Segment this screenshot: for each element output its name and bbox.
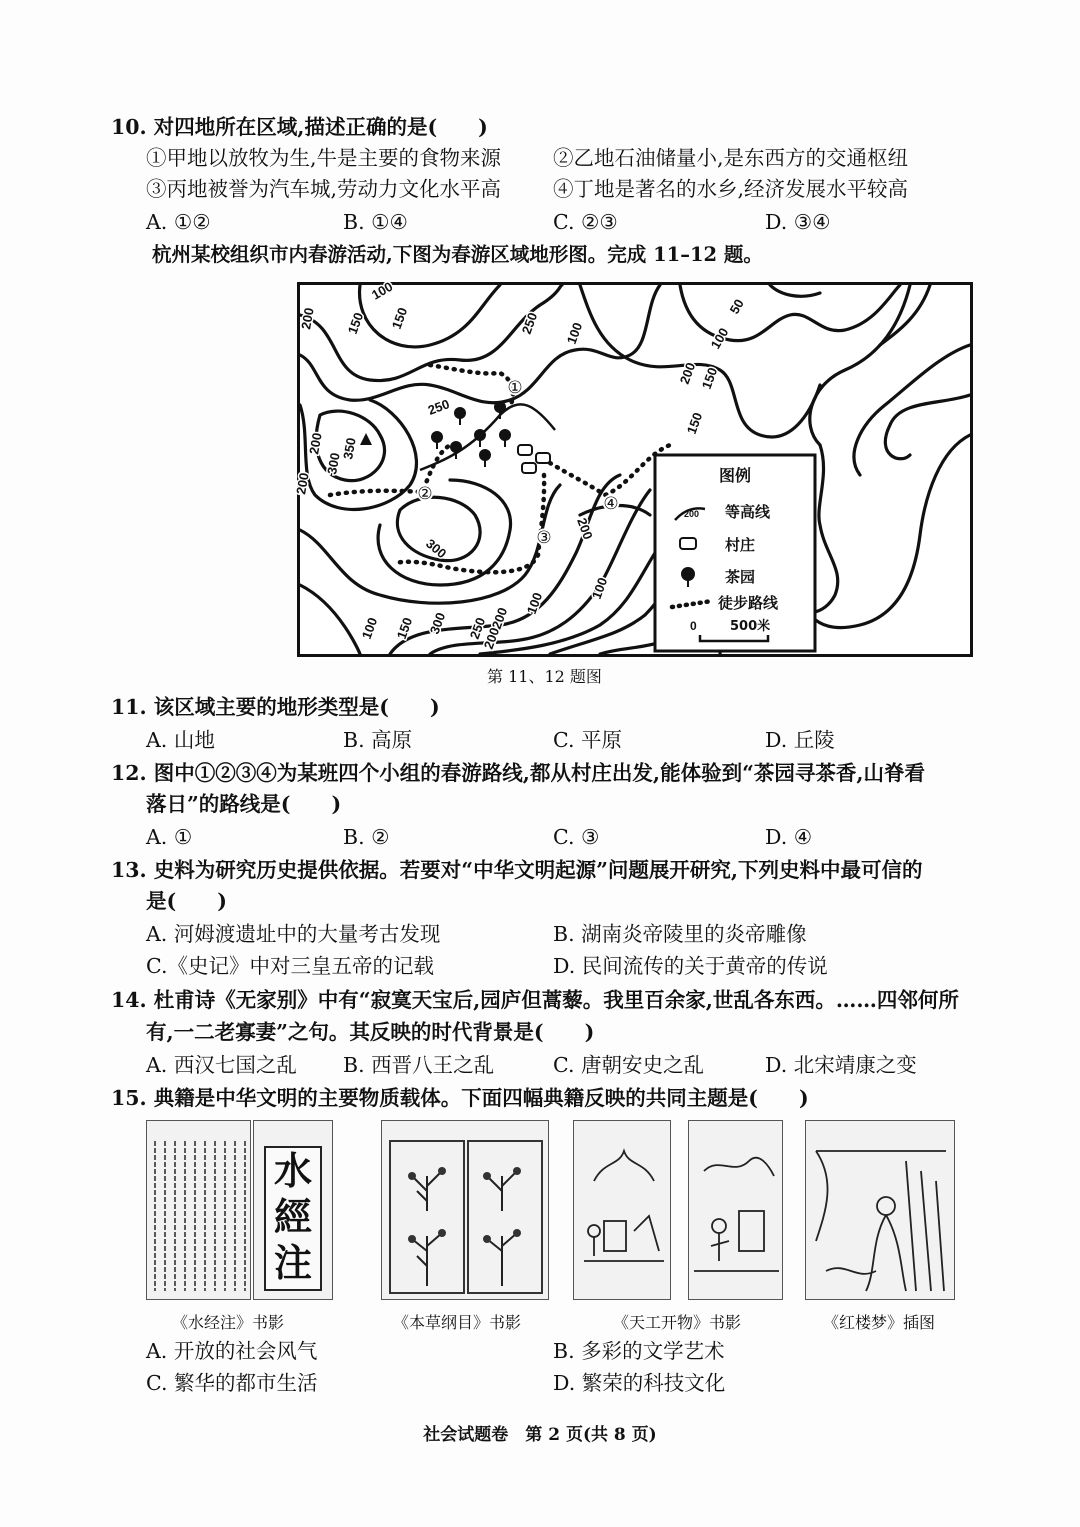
caption-shuijingzhu: 《水经注》书影 [172,1313,285,1332]
map-caption: 第 11、12 题图 [487,667,602,686]
legend-tea-label: 茶园 [725,568,756,586]
legend-title: 图例 [718,466,752,485]
contour-label: 200 [298,306,317,331]
q14-stem-line-1: 14. 杜甫诗《无家别》中有“寂寞天宝后,园庐但蒿藜。我里百余家,世乱各东西。……四邻何所 [111,988,959,1012]
cover-char: 經 [273,1194,312,1239]
q15-option-d: D. 繁荣的科技文化 [553,1371,726,1395]
contour-label: 100 [563,320,586,347]
route-marker-3: ③ [536,528,552,548]
contour-line [885,395,970,459]
contour-label: 250 [466,615,489,642]
legend-route-label: 徒步路线 [718,594,779,612]
caption-tiangongkaiwu: 《天工开物》书影 [613,1313,742,1332]
book-image-tiangongkaiwu-2 [688,1120,783,1300]
q14-option-d: D. 北宋靖康之变 [765,1053,917,1077]
q11-option-d: D. 丘陵 [765,728,835,752]
book-image-hongloumeng [805,1120,955,1300]
village-group [518,445,550,473]
tea-garden-icon [479,449,491,467]
book-image-shuijingzhu [146,1120,251,1300]
contour-label: 150 [344,310,367,337]
contour-label: 200 [480,625,503,652]
q10-option-a: A. ①② [146,210,211,234]
q10-statement-1: ①甲地以放牧为生,牛是主要的食物来源 [146,146,502,170]
legend-contour-label: 等高线 [725,503,771,521]
contour-line [300,585,360,654]
village-icon [522,463,536,473]
q13-option-b: B. 湖南炎帝陵里的炎帝雕像 [553,922,807,946]
page-footer: 社会试题卷 第 2 页(共 8 页) [423,1425,657,1445]
contour-label: 100 [523,590,546,617]
contour-label: 150 [393,615,416,642]
book-cover-shuijingzhu [253,1120,333,1300]
contour-label: 200 [488,605,511,632]
q10-option-b: B. ①④ [343,210,408,234]
legend-village-label: 村庄 [725,536,756,554]
contour-label: 100 [358,615,381,642]
contour-label: 150 [683,410,706,437]
cover-char: 水 [273,1148,312,1193]
contour-label: 350 [340,436,359,461]
contour-map-svg [293,278,970,654]
legend-contour-value: 200 [684,509,700,519]
contour-label: 250 [425,396,452,418]
map-legend [655,455,815,651]
contour-label: 250 [518,310,541,337]
contour-label: 300 [426,610,449,637]
q10-statement-2: ②乙地石油储量小,是东西方的交通枢纽 [553,146,909,170]
contour-line [680,285,900,341]
contour-label: 100 [707,325,732,352]
legend-village-icon [680,538,696,549]
q10-statement-4: ④丁地是著名的水乡,经济发展水平较高 [553,177,909,201]
q14-option-a: A. 西汉七国之乱 [146,1053,297,1077]
contour-label: 300 [423,535,450,562]
contour-line [300,285,660,403]
q10-option-c: C. ②③ [553,210,618,234]
contour-label: 300 [324,451,343,476]
village-icon [518,445,532,455]
contour-label: 150 [698,365,721,392]
q14-option-b: B. 西晋八王之乱 [343,1053,495,1077]
contour-label: 200 [676,360,699,387]
q13-option-a: A. 河姆渡遗址中的大量考古发现 [146,922,441,946]
q13-stem-line-1: 13. 史料为研究历史提供依据。若要对“中华文明起源”问题展开研究,下列史料中最可信的 [111,858,923,882]
workshop-illustration [574,1121,672,1301]
book-image-bencaogangmu [381,1120,549,1300]
tea-garden-icon [431,431,443,449]
contour-label: 200 [574,515,596,542]
contour-label: 100 [588,575,611,602]
contour-label: 200 [293,471,312,496]
q13-option-c: C.《史记》中对三皇五帝的记载 [146,954,434,978]
q14-option-c: C. 唐朝安史之乱 [553,1053,704,1077]
q11-option-a: A. 山地 [146,728,215,752]
q10-option-d: D. ③④ [765,210,831,234]
q12-stem-line-2: 落日”的路线是( ) [146,792,342,816]
contour-label: 150 [388,305,411,332]
route-marker-2: ② [417,484,433,504]
topographic-map [293,278,973,657]
tea-garden-icon [454,407,466,425]
q11-stem: 11. 该区域主要的地形类型是( ) [111,695,440,719]
q10-stem: 10. 对四地所在区域,描述正确的是( ) [111,115,488,139]
peak-triangle-icon [360,433,372,445]
figure-illustration [806,1121,956,1301]
q14-stem-line-2: 有,一二老寡妻”之句。其反映的时代背景是( ) [146,1020,595,1044]
q12-option-b: B. ② [343,825,390,849]
q10-statement-3: ③丙地被誉为汽车城,劳动力文化水平高 [146,177,502,201]
herb-illustration [382,1121,550,1301]
q13-option-d: D. 民间流传的关于黄帝的传说 [553,954,828,978]
book-image-tiangongkaiwu-1 [573,1120,671,1300]
q12-option-a: A. ① [146,825,193,849]
village-icon [536,453,550,463]
q11-option-b: B. 高原 [343,728,413,752]
q15-stem: 15. 典籍是中华文明的主要物质载体。下面四幅典籍反映的共同主题是( ) [111,1086,809,1110]
tea-garden-icon [494,401,506,419]
craft-illustration [689,1121,784,1301]
caption-bencaogangmu: 《本草纲目》书影 [393,1313,522,1332]
legend-scale-zero: 0 [690,619,697,633]
q15-option-c: C. 繁华的都市生活 [146,1371,318,1395]
contour-label: 200 [306,431,325,456]
q12-option-d: D. ④ [765,825,813,849]
q12-stem-line-1: 12. 图中①②③④为某班四个小组的春游路线,都从村庄出发,能体验到“茶园寻茶香,山脊看 [111,761,926,785]
tea-garden-icon [474,429,486,447]
q12-option-c: C. ③ [553,825,600,849]
contour-line [854,345,970,475]
text-page-illustration [147,1121,252,1301]
contour-line [770,285,820,296]
contour-line [810,285,910,445]
q15-option-a: A. 开放的社会风气 [146,1339,318,1363]
intro-11-12: 杭州某校组织市内春游活动,下图为春游区域地形图。完成 11–12 题。 [152,243,763,266]
tea-garden-icon [499,429,511,447]
q15-option-b: B. 多彩的文学艺术 [553,1339,725,1363]
route-marker-4: ④ [603,494,619,514]
q13-stem-line-2: 是( ) [146,889,227,913]
contour-line [804,435,970,628]
caption-hongloumeng: 《红楼梦》插图 [823,1313,936,1332]
hiking-route-4 [550,445,670,495]
route-marker-1: ① [507,378,523,398]
legend-scale-label: 500米 [730,619,771,634]
contour-label: 100 [369,278,396,303]
cover-char: 注 [273,1240,312,1285]
contour-label: 50 [726,296,747,317]
q11-option-c: C. 平原 [553,728,622,752]
